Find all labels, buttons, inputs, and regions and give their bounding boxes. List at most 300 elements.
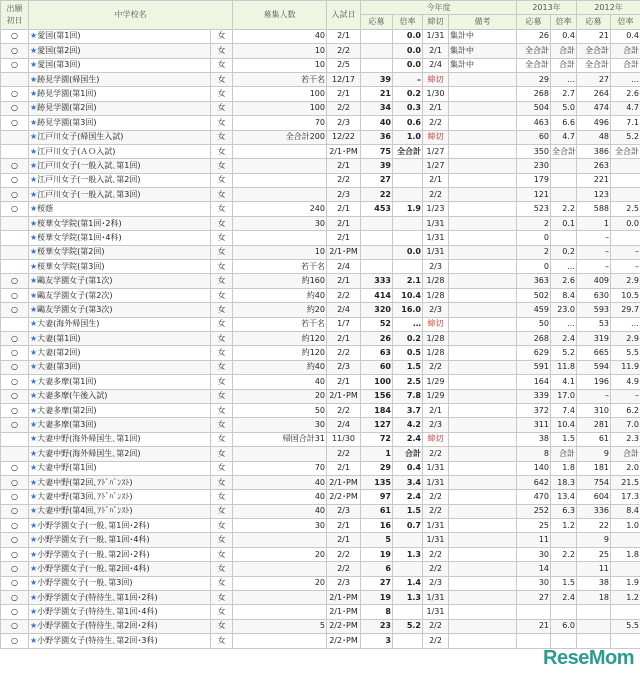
ratio xyxy=(393,173,423,187)
header-note: 備考 xyxy=(449,15,517,29)
school-name-text[interactable]: 江戸川女子(一般入試､第3回) xyxy=(37,189,141,199)
applicants: 97 xyxy=(361,490,393,504)
ratio-2013: 2.4 xyxy=(551,591,577,605)
table-row xyxy=(1,274,640,288)
gender: 女 xyxy=(211,173,233,187)
gender: 女 xyxy=(211,231,233,245)
gender: 女 xyxy=(211,317,233,331)
table-row xyxy=(1,519,640,533)
school-name-text[interactable]: 跡見学園(第3回) xyxy=(37,117,97,127)
ratio-2013: … xyxy=(551,72,577,86)
school-name[interactable] xyxy=(29,461,211,475)
school-name-text[interactable]: 大妻(第2回) xyxy=(37,348,81,358)
gender: 女 xyxy=(211,29,233,43)
capacity xyxy=(233,173,327,187)
table-row xyxy=(1,403,640,417)
gender: 女 xyxy=(211,260,233,274)
school-name[interactable] xyxy=(29,303,211,317)
applicants: 26 xyxy=(361,331,393,345)
ratio-2012 xyxy=(611,173,640,187)
first-day-mark: ○ xyxy=(1,533,29,547)
first-day-mark: ○ xyxy=(1,346,29,360)
ratio: 1.0 xyxy=(393,130,423,144)
school-name[interactable] xyxy=(29,360,211,374)
ratio-2012: 0.0 xyxy=(611,216,640,230)
ratio-2013: 2.2 xyxy=(551,202,577,216)
school-name-text[interactable]: 大妻多摩(午後入試) xyxy=(37,391,108,401)
school-name-text[interactable]: 小野学園女子(一般､第2回･4科) xyxy=(37,563,150,573)
ratio-2013: 2.7 xyxy=(551,87,577,101)
star-icon: ★ xyxy=(30,592,38,602)
school-name[interactable] xyxy=(29,634,211,648)
applicants-2012 xyxy=(577,605,611,619)
ratio: 2.4 xyxy=(393,432,423,446)
school-name-text[interactable]: 跡見学園(第2回) xyxy=(37,103,97,113)
school-name-text[interactable]: 大妻中野(第3回､ｱﾄﾞﾊﾞﾝｽﾄ) xyxy=(37,491,133,501)
school-name[interactable] xyxy=(29,403,211,417)
ratio: – xyxy=(393,72,423,86)
school-name[interactable] xyxy=(29,605,211,619)
applicants-2013: 504 xyxy=(517,101,551,115)
school-name[interactable] xyxy=(29,418,211,432)
applicants-2013: 121 xyxy=(517,188,551,202)
deadline: 2/2 xyxy=(423,116,449,130)
exam-date: 12/22 xyxy=(327,130,361,144)
capacity xyxy=(233,591,327,605)
gender: 女 xyxy=(211,447,233,461)
first-day-mark: ○ xyxy=(1,116,29,130)
applicants-2012: 25 xyxy=(577,547,611,561)
exam-date: 2/2 xyxy=(327,44,361,58)
gender: 女 xyxy=(211,605,233,619)
school-name[interactable] xyxy=(29,533,211,547)
school-name[interactable] xyxy=(29,260,211,274)
header-2013: 2013年 xyxy=(517,1,577,15)
school-name-text[interactable]: 跡見学園(第1回) xyxy=(37,89,97,99)
exam-date: 2/5 xyxy=(327,58,361,72)
exam-date: 2/1･PM xyxy=(327,475,361,489)
ratio: 1.3 xyxy=(393,591,423,605)
first-day-mark: ○ xyxy=(1,159,29,173)
ratio-2013: 18.3 xyxy=(551,475,577,489)
capacity: 約120 xyxy=(233,331,327,345)
first-day-mark xyxy=(1,245,29,259)
applicants-2013: 14 xyxy=(517,562,551,576)
school-name-text[interactable]: 鷗友学園女子(第1次) xyxy=(37,276,113,286)
table-row xyxy=(1,231,640,245)
capacity: 100 xyxy=(233,101,327,115)
school-name[interactable] xyxy=(29,288,211,302)
first-day-mark: ○ xyxy=(1,29,29,43)
table-row xyxy=(1,418,640,432)
ratio xyxy=(393,634,423,648)
school-name-text[interactable]: 江戸川女子(ＡＯ入試) xyxy=(37,146,116,156)
applicants: 23 xyxy=(361,619,393,633)
school-name[interactable] xyxy=(29,87,211,101)
exam-date: 2/2 xyxy=(327,288,361,302)
deadline: 1/27 xyxy=(423,159,449,173)
first-day-mark: ○ xyxy=(1,375,29,389)
exam-date: 12/17 xyxy=(327,72,361,86)
applicants-2013: 30 xyxy=(517,576,551,590)
capacity: 約40 xyxy=(233,360,327,374)
note xyxy=(449,331,517,345)
school-name[interactable] xyxy=(29,44,211,58)
ratio-2013: 2.2 xyxy=(551,547,577,561)
school-name[interactable] xyxy=(29,619,211,633)
school-name[interactable] xyxy=(29,576,211,590)
first-day-mark: ○ xyxy=(1,490,29,504)
first-day-mark: ○ xyxy=(1,403,29,417)
school-name[interactable] xyxy=(29,519,211,533)
deadline: 2/2 xyxy=(423,504,449,518)
applicants-2012: 594 xyxy=(577,360,611,374)
table-row xyxy=(1,346,640,360)
capacity: 全合計200 xyxy=(233,130,327,144)
table-row xyxy=(1,303,640,317)
ratio: 0.4 xyxy=(393,461,423,475)
school-name-text[interactable]: 小野学園女子(特待生､第1回･4科) xyxy=(37,607,158,617)
star-icon: ★ xyxy=(30,276,38,286)
star-icon: ★ xyxy=(30,376,38,386)
first-day-mark xyxy=(1,144,29,158)
school-name-text[interactable]: 大妻中野(海外帰国生､第2回) xyxy=(37,448,141,458)
first-day-mark: ○ xyxy=(1,87,29,101)
ratio-2012 xyxy=(611,562,640,576)
resemom-logo: ReseMom xyxy=(543,647,634,669)
ratio: 3.7 xyxy=(393,403,423,417)
applicants-2012: 630 xyxy=(577,288,611,302)
exam-date: 2/2 xyxy=(327,403,361,417)
ratio: 1.5 xyxy=(393,504,423,518)
school-name[interactable] xyxy=(29,101,211,115)
school-name-text[interactable]: 鷗友学園女子(第2次) xyxy=(37,290,113,300)
gender: 女 xyxy=(211,101,233,115)
first-day-mark: ○ xyxy=(1,576,29,590)
school-name-text[interactable]: 小野学園女子(特待生､第2回･2科) xyxy=(37,621,158,631)
exam-date: 2/1･PM xyxy=(327,245,361,259)
ratio-2013: 6.0 xyxy=(551,619,577,633)
applicants-2012: 604 xyxy=(577,490,611,504)
school-name-text[interactable]: 江戸川女子(一般入試､第2回) xyxy=(37,175,141,185)
school-name[interactable] xyxy=(29,144,211,158)
ratio xyxy=(393,159,423,173)
star-icon: ★ xyxy=(30,103,38,113)
deadline: 2/3 xyxy=(423,418,449,432)
note xyxy=(449,216,517,230)
exam-date: 1/7 xyxy=(327,317,361,331)
first-day-mark: ○ xyxy=(1,101,29,115)
school-name-text[interactable]: 江戸川女子(帰国生入試) xyxy=(37,132,124,142)
school-name[interactable] xyxy=(29,29,211,43)
gender: 女 xyxy=(211,144,233,158)
school-name-text[interactable]: 桜華女学院(第1回･4科) xyxy=(37,232,122,242)
table-row xyxy=(1,475,640,489)
school-name-text[interactable]: 大妻(第3回) xyxy=(37,362,81,372)
deadline: 1/29 xyxy=(423,389,449,403)
ratio-2013 xyxy=(551,634,577,648)
capacity: 10 xyxy=(233,245,327,259)
header-capacity: 募集人数 xyxy=(233,1,327,30)
applicants-2013 xyxy=(517,605,551,619)
school-name[interactable] xyxy=(29,216,211,230)
deadline: 2/2 xyxy=(423,188,449,202)
school-name[interactable] xyxy=(29,116,211,130)
school-name[interactable] xyxy=(29,274,211,288)
school-name-text[interactable]: 愛国(第1回) xyxy=(37,31,81,41)
applicants-2013: 60 xyxy=(517,130,551,144)
ratio-2012: 2.6 xyxy=(611,87,640,101)
gender: 女 xyxy=(211,303,233,317)
applicants-2012: 22 xyxy=(577,519,611,533)
school-name-text[interactable]: 大妻(第1回) xyxy=(37,333,81,343)
applicants: 61 xyxy=(361,504,393,518)
school-name[interactable] xyxy=(29,432,211,446)
note xyxy=(449,317,517,331)
note xyxy=(449,475,517,489)
ratio-2013: 8.4 xyxy=(551,288,577,302)
ratio: 全合計 xyxy=(393,144,423,158)
applicants-2013: 2 xyxy=(517,216,551,230)
school-name-text[interactable]: 大妻多摩(第2回) xyxy=(37,405,97,415)
school-name-text[interactable]: 大妻中野(第1回) xyxy=(37,463,97,473)
star-icon: ★ xyxy=(30,563,38,573)
ratio: 0.3 xyxy=(393,101,423,115)
note xyxy=(449,144,517,158)
exam-date: 2/1 xyxy=(327,331,361,345)
school-name[interactable] xyxy=(29,72,211,86)
exam-date: 2/2 xyxy=(327,101,361,115)
ratio xyxy=(393,231,423,245)
deadline: 締切 xyxy=(423,317,449,331)
capacity: 若干名 xyxy=(233,317,327,331)
school-name-text[interactable]: 鷗友学園女子(第3次) xyxy=(37,304,113,314)
applicants-2012: 11 xyxy=(577,562,611,576)
school-name[interactable] xyxy=(29,245,211,259)
school-name-text[interactable]: 愛国(第3回) xyxy=(37,60,81,70)
ratio-2012 xyxy=(611,605,640,619)
star-icon: ★ xyxy=(30,247,38,257)
ratio: 合計 xyxy=(393,447,423,461)
school-name-text[interactable]: 小野学園女子(一般､第3回) xyxy=(37,578,133,588)
school-name-text[interactable]: 跡見学園(帰国生) xyxy=(37,74,100,84)
gender: 女 xyxy=(211,87,233,101)
school-name-text[interactable]: 桜華女学院(第2回) xyxy=(37,247,105,257)
first-day-mark: ○ xyxy=(1,562,29,576)
table-row xyxy=(1,173,640,187)
applicants-2013: 2 xyxy=(517,245,551,259)
school-name-text[interactable]: 江戸川女子(一般入試､第1回) xyxy=(37,160,141,170)
applicants xyxy=(361,58,393,72)
note xyxy=(449,547,517,561)
deadline: 1/31 xyxy=(423,533,449,547)
applicants-2013: 591 xyxy=(517,360,551,374)
school-name-text[interactable]: 大妻多摩(第3回) xyxy=(37,420,97,430)
applicants-2012: 409 xyxy=(577,274,611,288)
capacity xyxy=(233,231,327,245)
table-row xyxy=(1,547,640,561)
ratio-2013: 合計 xyxy=(551,58,577,72)
note xyxy=(449,260,517,274)
table-row xyxy=(1,288,640,302)
ratio: 4.2 xyxy=(393,418,423,432)
gender: 女 xyxy=(211,202,233,216)
deadline: 2/1 xyxy=(423,101,449,115)
applicants: 320 xyxy=(361,303,393,317)
ratio-2012 xyxy=(611,634,640,648)
table-row xyxy=(1,260,640,274)
school-name[interactable] xyxy=(29,591,211,605)
school-name-text[interactable]: 愛国(第2回) xyxy=(37,45,81,55)
ratio xyxy=(393,562,423,576)
ratio: 2.4 xyxy=(393,490,423,504)
school-name[interactable] xyxy=(29,504,211,518)
school-name-text[interactable]: 大妻中野(海外帰国生､第1回) xyxy=(37,434,141,444)
ratio: 1.3 xyxy=(393,547,423,561)
applicants: 19 xyxy=(361,547,393,561)
capacity: 70 xyxy=(233,461,327,475)
applicants-2013: 470 xyxy=(517,490,551,504)
gender: 女 xyxy=(211,389,233,403)
capacity: 若干名 xyxy=(233,260,327,274)
first-day-mark: ○ xyxy=(1,547,29,561)
school-name[interactable] xyxy=(29,130,211,144)
school-name-text[interactable]: 桜華女学院(第3回) xyxy=(37,261,105,271)
ratio-2013: 全合計 xyxy=(551,144,577,158)
table-row xyxy=(1,58,640,72)
table-row xyxy=(1,605,640,619)
exam-date: 2/1 xyxy=(327,274,361,288)
school-name[interactable] xyxy=(29,562,211,576)
school-name-text[interactable]: 小野学園女子(一般､第1回･4科) xyxy=(37,535,150,545)
ratio-2012: 1.8 xyxy=(611,547,640,561)
school-name-text[interactable]: 小野学園女子(特待生､第1回･2科) xyxy=(37,592,158,602)
school-name-text[interactable]: 大妻(海外帰国生) xyxy=(37,319,100,329)
school-name-text[interactable]: 小野学園女子(特待生､第2回･3科) xyxy=(37,635,158,645)
ratio: 0.0 xyxy=(393,58,423,72)
ratio xyxy=(393,188,423,202)
ratio-2012: 29.7 xyxy=(611,303,640,317)
school-name-text[interactable]: 桜蔭 xyxy=(37,204,54,214)
school-name[interactable] xyxy=(29,447,211,461)
note xyxy=(449,130,517,144)
school-name[interactable] xyxy=(29,173,211,187)
school-name[interactable] xyxy=(29,375,211,389)
exam-date: 2/2･PM xyxy=(327,634,361,648)
school-name[interactable] xyxy=(29,317,211,331)
applicants-2013: 642 xyxy=(517,475,551,489)
capacity: 10 xyxy=(233,58,327,72)
school-name[interactable] xyxy=(29,547,211,561)
gender: 女 xyxy=(211,475,233,489)
star-icon: ★ xyxy=(30,520,38,530)
deadline: 2/2 xyxy=(423,447,449,461)
ratio-2013 xyxy=(551,533,577,547)
ratio-2013: 1.2 xyxy=(551,519,577,533)
ratio-2012 xyxy=(611,231,640,245)
school-name[interactable] xyxy=(29,231,211,245)
ratio-2012: 1.2 xyxy=(611,591,640,605)
applicants-2012: 48 xyxy=(577,130,611,144)
exam-date: 2/1 xyxy=(327,461,361,475)
school-name[interactable] xyxy=(29,475,211,489)
ratio-2013: 0.4 xyxy=(551,29,577,43)
note xyxy=(449,504,517,518)
school-name-text[interactable]: 大妻中野(第4回､ｱﾄﾞﾊﾞﾝｽﾄ) xyxy=(37,506,133,516)
exam-date: 2/1 xyxy=(327,519,361,533)
applicants-2012: 754 xyxy=(577,475,611,489)
ratio-2012 xyxy=(611,159,640,173)
exam-date: 2/2 xyxy=(327,173,361,187)
capacity: 約120 xyxy=(233,346,327,360)
school-name-text[interactable]: 桜華女学院(第1回･2科) xyxy=(37,218,122,228)
note xyxy=(449,403,517,417)
ratio-2013: 13.4 xyxy=(551,490,577,504)
applicants-2012: 196 xyxy=(577,375,611,389)
first-day-mark xyxy=(1,260,29,274)
school-name[interactable] xyxy=(29,188,211,202)
applicants xyxy=(361,29,393,43)
school-name[interactable] xyxy=(29,159,211,173)
school-name[interactable] xyxy=(29,389,211,403)
deadline: 2/3 xyxy=(423,260,449,274)
ratio-2012: 2.3 xyxy=(611,432,640,446)
ratio: 0.2 xyxy=(393,331,423,345)
applicants-2013: 463 xyxy=(517,116,551,130)
applicants: 156 xyxy=(361,389,393,403)
school-name-text[interactable]: 小野学園女子(一般､第1回･2科) xyxy=(37,520,150,530)
school-name-text[interactable]: 大妻中野(第2回､ｱﾄﾞﾊﾞﾝｽﾄ) xyxy=(37,477,133,487)
applicants: 16 xyxy=(361,519,393,533)
applicants-2012: 474 xyxy=(577,101,611,115)
ratio-2013: 0.2 xyxy=(551,245,577,259)
star-icon: ★ xyxy=(30,434,38,444)
ratio: … xyxy=(393,317,423,331)
applicants-2012: 61 xyxy=(577,432,611,446)
school-name[interactable] xyxy=(29,202,211,216)
ratio: 10.4 xyxy=(393,288,423,302)
deadline: 2/3 xyxy=(423,576,449,590)
deadline: 締切 xyxy=(423,72,449,86)
applicants-2012: 386 xyxy=(577,144,611,158)
star-icon: ★ xyxy=(30,204,38,214)
gender: 女 xyxy=(211,432,233,446)
school-name[interactable] xyxy=(29,58,211,72)
applicants-2012: 588 xyxy=(577,202,611,216)
gender: 女 xyxy=(211,533,233,547)
school-name-text[interactable]: 小野学園女子(一般､第2回･2科) xyxy=(37,549,150,559)
first-day-mark xyxy=(1,432,29,446)
applicants: 63 xyxy=(361,346,393,360)
school-name[interactable] xyxy=(29,346,211,360)
applicants-2012: 221 xyxy=(577,173,611,187)
ratio-2013: 5.0 xyxy=(551,101,577,115)
capacity xyxy=(233,605,327,619)
ratio-2012: 2.0 xyxy=(611,461,640,475)
applicants-2012: 全合計 xyxy=(577,58,611,72)
deadline: 1/27 xyxy=(423,144,449,158)
applicants-2013: 252 xyxy=(517,504,551,518)
applicants-2012: – xyxy=(577,231,611,245)
school-name[interactable] xyxy=(29,490,211,504)
applicants-2012: 281 xyxy=(577,418,611,432)
school-name-text[interactable]: 大妻多摩(第1回) xyxy=(37,376,97,386)
first-day-mark: ○ xyxy=(1,389,29,403)
applicants-2013: 459 xyxy=(517,303,551,317)
table-row xyxy=(1,461,640,475)
gender: 女 xyxy=(211,116,233,130)
school-name[interactable] xyxy=(29,331,211,345)
